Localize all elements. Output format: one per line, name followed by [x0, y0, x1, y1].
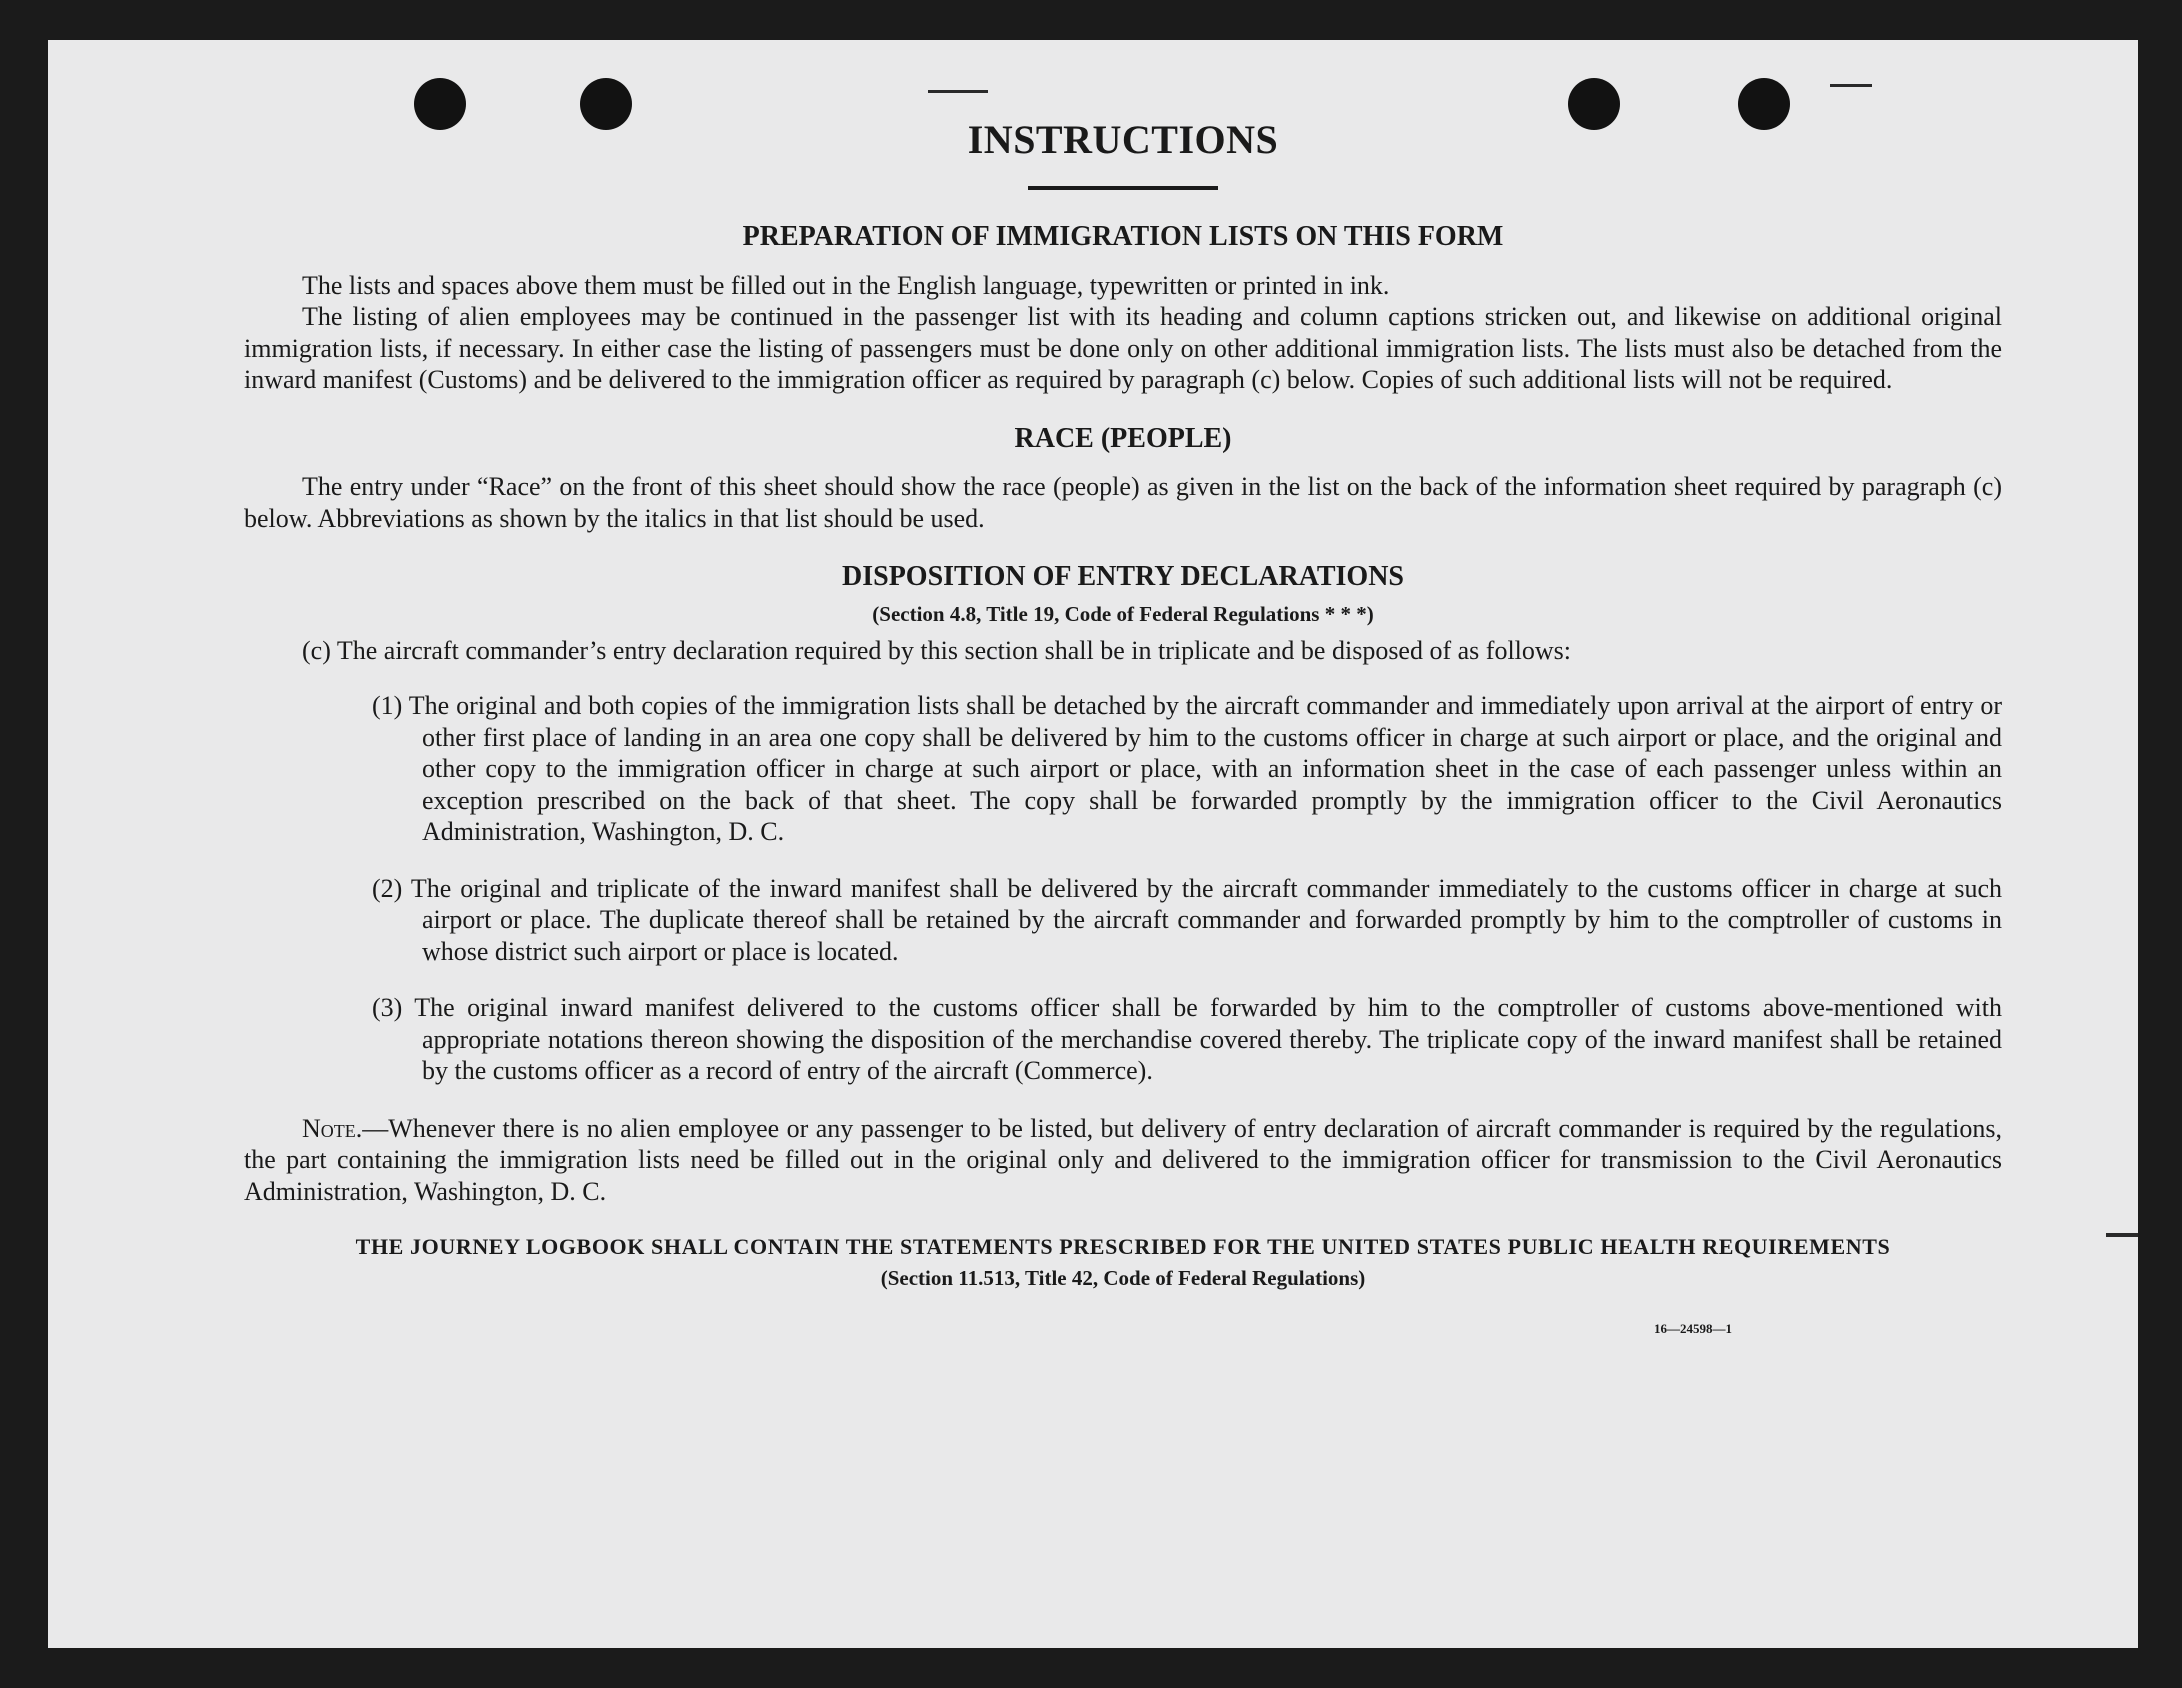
- paragraph: (c) The aircraft commander’s entry declaration required by this section shall be in triplicate and be disposed of as follows:: [302, 635, 1572, 665]
- list-item: (1) The original and both copies of the immigration lists shall be detached by the aircraft commander and immediately upon arrival at the airport of entry or other first place of landing in an area one copy shall be delivered by him to the customs officer in charge at such airport or place, and the original and other copy to the immigration officer in charge at such airport or place, with an information sheet in the case of each passenger unless within an exception prescribed on the back of that sheet. The copy shall be forwarded promptly by the immigration officer to the Civil Aeronautics Administration, Washington, D. C.: [372, 691, 2002, 847]
- section-heading: DISPOSITION OF ENTRY DECLARATIONS: [842, 561, 1404, 593]
- section-heading: RACE (PEOPLE): [1014, 422, 1232, 454]
- paragraph: The listing of alien employees may be continued in the passenger list with its heading and column captions stricken out, and likewise on additional original immigration lists, if necessary. In either case the listing of passengers must be done only on other additional immigration lists. The lists must also be detached from the inward manifest (Customs) and be delivered to the immigration officer as required by paragraph (c) below. Copies of such additional lists will not be required.: [244, 302, 2002, 395]
- instructions-content: [244, 116, 2002, 1337]
- document-page: [48, 40, 2138, 1648]
- note-text: —Whenever there is no alien employee or any passenger to be listed, but delivery of entry declaration of aircraft commander is required by the regulations, the part containing the immigration lists need be filled out in the original only and delivered to the immigration officer for transmission to the Civil Aeronautics Administration, Washington, D. C.: [244, 1113, 2002, 1206]
- page-title: INSTRUCTIONS: [967, 117, 1279, 162]
- form-number: 16—24598—1: [1654, 1321, 1732, 1337]
- scan-mark: [2106, 1233, 2138, 1237]
- note-label: Note.: [302, 1113, 363, 1143]
- footer-citation: (Section 11.513, Title 42, Code of Federal Regulations): [880, 1266, 1366, 1291]
- paragraph: The entry under “Race” on the front of this sheet should show the race (people) as given in the list on the back of the information sheet required by paragraph (c) below. Abbreviations as shown by the italics in that list should be used.: [244, 472, 2002, 533]
- paragraph: The lists and spaces above them must be filled out in the English language, typewritten or printed in ink.: [302, 270, 1390, 300]
- scan-mark: [928, 90, 988, 93]
- section-heading: PREPARATION OF IMMIGRATION LISTS ON THIS FORM: [742, 221, 1504, 252]
- title-rule: [1028, 186, 1218, 190]
- scan-mark: [1830, 84, 1872, 87]
- list-item: (2) The original and triplicate of the inward manifest shall be delivered by the aircraft commander immediately to the customs officer in charge at such airport or place. The duplicate thereof shall be retained by the aircraft commander and forwarded promptly by him to the comptroller of customs in whose district such airport or place is located.: [372, 873, 2002, 966]
- note-paragraph: [244, 1113, 2002, 1208]
- section-citation: (Section 4.8, Title 19, Code of Federal Regulations * * *): [872, 601, 1374, 626]
- footer-statement: THE JOURNEY LOGBOOK SHALL CONTAIN THE STATEMENTS PRESCRIBED FOR THE UNITED STATES PUBLIC HEALTH REQUIREMENTS: [355, 1234, 1891, 1260]
- list-item: (3) The original inward manifest delivered to the customs officer shall be forwarded by him to the comptroller of customs above-mentioned with appropriate notations thereon showing the disposition of the merchandise covered thereby. The triplicate copy of the inward manifest shall be retained by the customs officer as a record of entry of the aircraft (Commerce).: [372, 993, 2002, 1086]
